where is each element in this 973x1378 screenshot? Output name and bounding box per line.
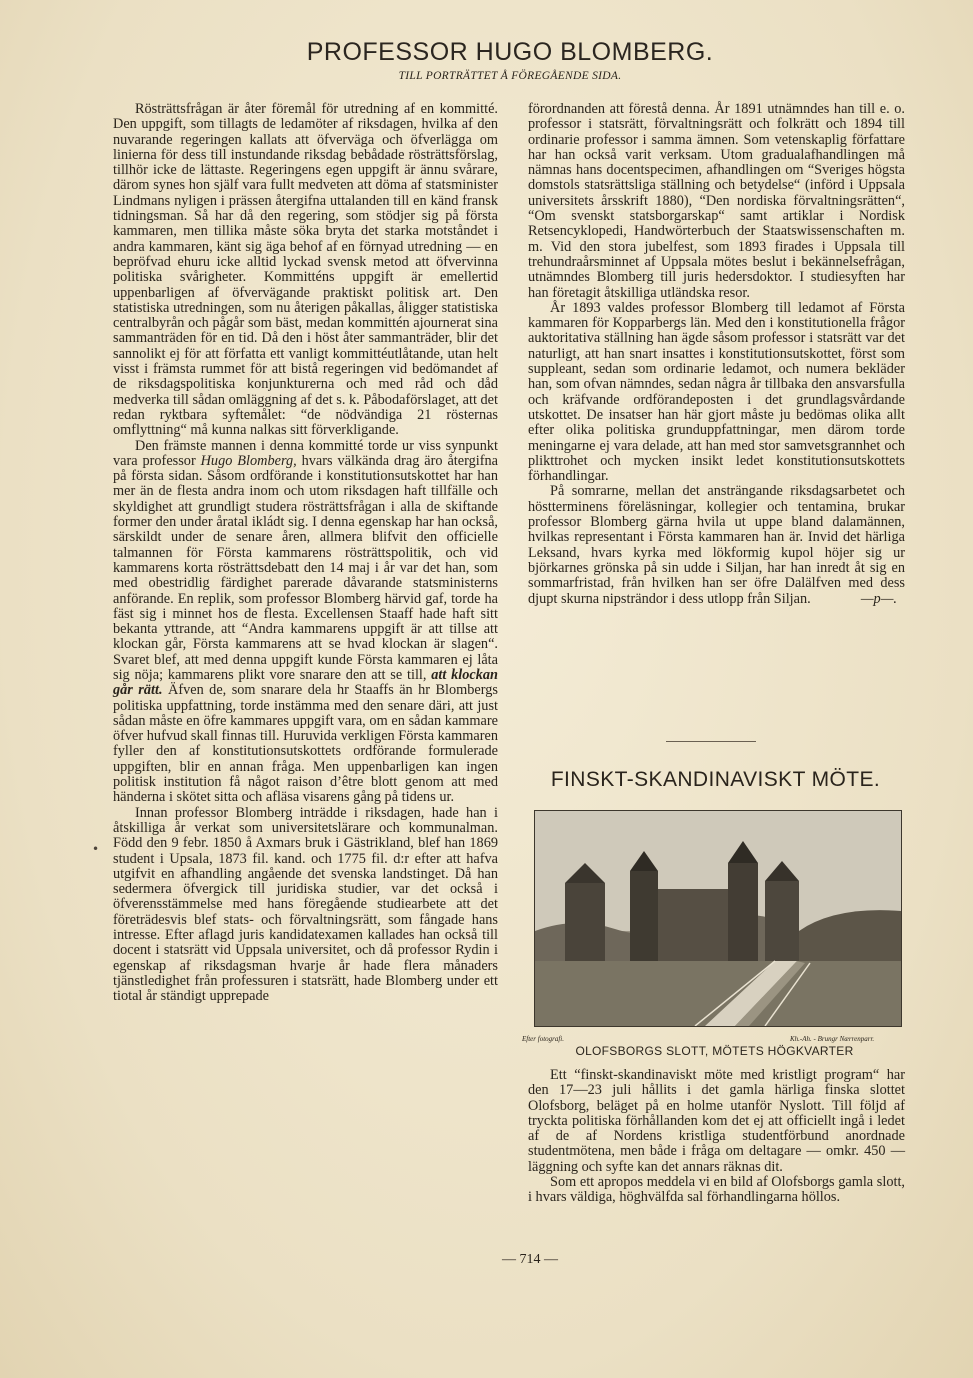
p2-text-after: Äfven de, som snarare dela hr Staaffs än hr Blombergs politiska uppfattning, torde instämma med den senare däri, att just sådan måste en öfre kammares uppgift vara, om en sådan kammare öfver hufvud skall finnas till. Huruvida verkligen Första kammaren fyller den af konstitutionsutskottets ordförande formulerade uppgiften, blir en annan fråga. Men uppenbarligen kan ingen politisk institution få något raison d’être blott genom att med händerna i skötet sitta och afläsa visarens gång på tidens ur. [113, 682, 498, 806]
section-paragraph-1: Ett “finskt-skandinaviskt möte med kristligt program“ har den 17—23 juli hållits i det gamla härliga finska slottet Olofsborg, beläget på en holme utanför Nyslott. Till följd af tryckta politiska förhållanden kom det ej att officiellt ingå i ledet af de af Nordens kristliga studentförbund anordnade studentmötena, men både i fråga om deltagare — omkr. 450 — läggning och syfte kan det annars räknas dit. [528, 1067, 905, 1175]
quote-emphasis: att klockan går rätt. [113, 666, 499, 699]
left-column [113, 102, 498, 1005]
p2-text-mid: hvars välkända drag äro återgifna på första sidan. Såsom ordförande i konstitutionsutskottet har han mer än de flesta andra inom och utom riksdagen haft tillfälle och skyldighet att grundligt studera rösträttsfrågan i alla de skiftande former den under åratal ikládt sig. I denna egenskap har han också, särskildt under de senare åren, allmera blifvit den officielle talmannen för Första kammarens rösträttspolitik, och vid kammarens korta rösträttsdebatt den 14 maj i år var det han, som med obestridlig färdighet parerade dåvarande statsministerns anförande. En replik, som professor Blomberg härvid gaf, torde ha fäst sig i minnet hos de flesta. Excellensen Staaff hade haft sitt bekanta yttrande, att “Andra kammarens uppgift är att tillse att klockan går, Första kammarens att se hvad klockan är slagen“. Svaret blef, att med denna uppgift kunde Första kammaren ej låta sig nöja; kammarens plikt vore snarare den att se till, [113, 452, 498, 683]
right-paragraph-1: förordnanden att förestå denna. År 1891 utnämndes han till e. o. professor i statsrätt, förvaltningsrätt och folkrätt och 1894 till ordinarie professor i samma ämnen. Som vetenskaplig författare har han också varit verksam. Utom gradualafhandlingen må nämnas hans docentspecimen, afhandlingen om “Sveriges högsta domstols statsrättsliga ställning och betydelse“ (införd i Uppsala universitets årsskrift 1880), “Den nordiska förvaltningsrätten“, “Om svenskt statsborgarskap“ samt artiklar i Nordisk Retsencyklopedi, Handwörterbuch der Staatswissenschaften m. m. Vid den stora jubelfest, som 1893 firades i Uppsala till trehundraårsminnet af Uppsala mötes beslut i bekännelsefrågan, utnämndes Blomberg till juris hedersdoktor. I studiesyften har han företagit åtskilliga utländska resor. [528, 101, 905, 301]
castle-illustration [535, 811, 901, 1026]
section-paragraph-2: Som ett apropos meddela vi en bild af Olofsborgs gamla slott, i hvars väldiga, höghvälfda sal förhandlingarna höllos. [528, 1174, 905, 1206]
right-paragraph-2: År 1893 valdes professor Blomberg till ledamot af Första kammaren för Kopparbergs län. Med den i konstitutionella frågor auktoritativa ställning han ägde såsom professor i statsrätt var det naturligt, att han snart insattes i konstitutionsutskottet, först som suppleant, sedan som ordinarie ledamot, och numera bekläder han, som ofvan nämndes, sedan några år tillbaka den ansvarsfulla och kräfvande ordförandeposten i det grundlagsvårdande utskottet. De insatser han här gjort måste ju bedömas olika allt efter olika politiska grunduppfattningar, men därom torde meningarne ej vara delade, att han med stor samvetsgrannhet och plikttrohet och mycken insikt ledet konstitutionsutskottets förhandlingar. [528, 299, 905, 485]
p2-text-before: Den främste mannen i denna kommitté torde ur viss synpunkt vara professor [113, 437, 498, 469]
photo-caption: OLOFSBORGS SLOTT, MÖTETS HÖGKVARTER [575, 1044, 854, 1058]
section-title: FINSKT-SKANDINAVISKT MÖTE. [550, 768, 881, 791]
section-divider [666, 741, 756, 742]
left-paragraph-3: Innan professor Blomberg inträdde i riksdagen, hade han i åtskilliga år verkat som universitetslärare och kommunalman. Född den 9 febr. 1850 å Axmars bruk i Gästrikland, blef han 1869 student i Upsala, 1873 fil. kand. och 1775 fil. d:r efter att hafva utgifvit en afhandling angående det svenska landstinget. Då han sedermera öfvergick till juridiska studier, var det också i öfverensstämmelse med hans föregående studiearbete att det företrädesvis blef stats- och förvaltningsrätt, som fångade hans intresse. Efter aflagd juris kandidatexamen kallades han också till docent i statsrätt vid Uppsala universitet, och då professor Rydin i egenskap af riksdagsman hvarje år hade flera månaders tjänstledighet från professuren i statsrätt, hade Blomberg under ett tiotal år ständigt upprepade [113, 804, 498, 1005]
left-paragraph-1: Rösträttsfrågan är åter föremål för utredning af en kommitté. Den uppgift, som tillagts de ledamöter af riksdagen, hvilka af den nuvarande regeringen kallats att öfverväga och öfverlägga om linierna för dess till instundande riksdag bebådade rösträttsförslag, tillhör icke de lättaste. Regeringens egen uppgift är ännu svårare, därom synes hon själf vara fullt medveten att döma af statsminister Lindmans nyligen i prässen återgifna uttalanden till en känd fransk tidningsman. Så har då den regering, som stödjer sig på första kammaren, men tillika måste söka bryta det starka motståndet i andra kammaren, känt sig äga behof af en förnyad utredning — en bepröfvad ehuru icke alltid lyckad svensk metod att öfvervinna politiska svårigheter. Kommitténs uppgift är emellertid uppenbarligen af öfvervägande praktiskt politisk art. Den statistiska utredningen, som nu återigen påkallas, åligger statistiska centralbyrån och pågår som bäst, medan kommittén ajournerat sina sammanträden för en tid. Då den i höst åter sammanträder, blir det sannolikt ej för att författa ett vanligt kommittéutlåtande, utan helt visst i främsta rummet för att bistå regeringen vid bedömandet af de riksdagspolitiska konjunkturerna och med råd och dåd medverka till sådan omläggning af det s. k. Påbodaförslaget, att det redan ryktbara syftemålet: “de nödvändiga 21 rösternas omflyttning“ må kunna nalkas sitt förverkligande. [113, 101, 498, 439]
section-body [528, 1068, 905, 1206]
margin-dot: • [92, 842, 100, 856]
author-signature: —p—. [860, 590, 897, 607]
right-column [528, 102, 905, 607]
photo-credit-left: Efter fotografi. [522, 1035, 564, 1043]
page-title: PROFESSOR HUGO BLOMBERG. [306, 38, 714, 66]
right-paragraph-3: På somrarne, mellan det ansträngande riksdagsarbetet och höstterminens föreläsningar, kollegier och tentamina, brukar professor Blomberg gärna hvila ut uppe bland dalamännen, hvilkas representant i Första kammaren han är. Invid det härliga Leksand, hvars kyrka med lökformig kupol höjer sig ur björkarnes grönska på sin udde i Siljan, har han inredt åt sig en sommarfristad, från hvilken han ser öfre Dalälfven med dess djupt skurna nipsträndor i dess utlopp från Siljan. [528, 483, 905, 607]
page-subtitle: TILL PORTRÄTTET Å FÖREGÅENDE SIDA. [398, 70, 622, 82]
person-name: Hugo Blomberg, [200, 452, 297, 469]
left-paragraph-2 [113, 439, 498, 806]
castle-photo [534, 810, 902, 1027]
photo-credit-right: Kh.-Ah. - Brungr Nærrenparr. [790, 1035, 875, 1043]
page-number: — 714 — [502, 1252, 558, 1267]
